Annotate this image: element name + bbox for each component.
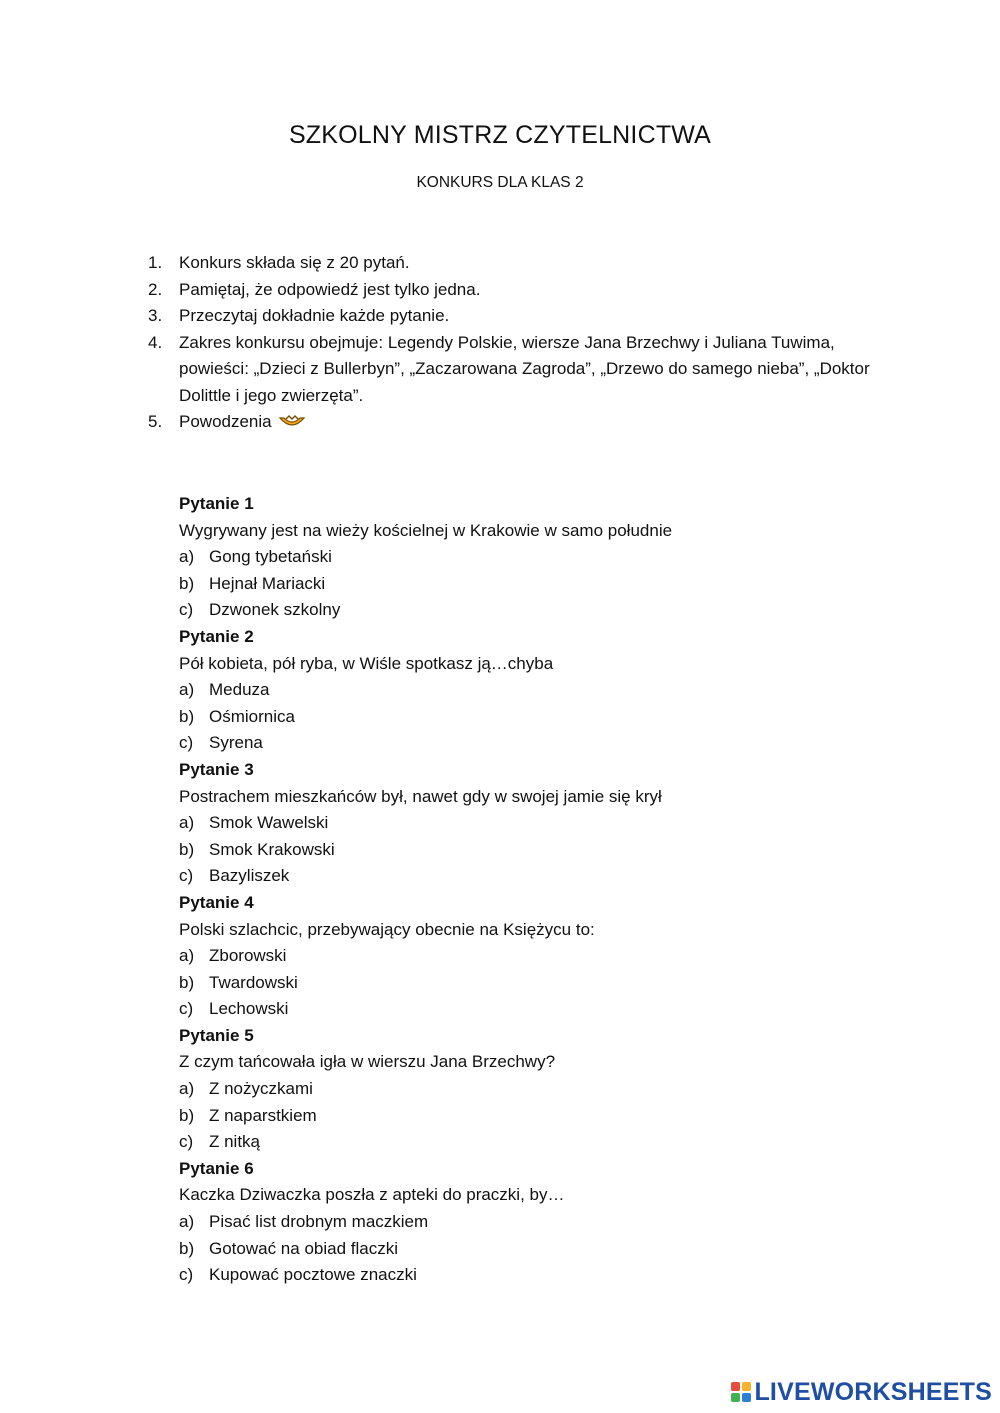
question-title: Pytanie 2 xyxy=(179,626,254,646)
liveworksheets-logo[interactable] xyxy=(731,1379,992,1405)
rules-list xyxy=(148,250,908,439)
option-letter: b) xyxy=(179,972,195,992)
option-text: Syrena xyxy=(209,733,263,753)
option-letter: c) xyxy=(179,600,194,620)
question-block xyxy=(179,1023,899,1156)
rule-text-content: Konkurs składa się z 20 pytań. xyxy=(179,253,410,272)
logo-grid-icon xyxy=(731,1382,751,1402)
question-text: Polski szlachcic, przebywający obecnie na Księżycu to: xyxy=(179,919,595,939)
option-letter: a) xyxy=(179,547,195,567)
rule-item xyxy=(148,303,908,330)
answer-option[interactable] xyxy=(179,970,899,997)
rule-number: 4. xyxy=(148,332,163,352)
logo-square xyxy=(731,1382,740,1391)
answer-option[interactable] xyxy=(179,996,899,1023)
rule-item xyxy=(148,409,908,439)
option-letter: b) xyxy=(179,839,195,859)
question-title: Pytanie 6 xyxy=(179,1158,254,1178)
answer-option[interactable] xyxy=(179,810,899,837)
rule-number: 1. xyxy=(148,253,163,272)
rule-item xyxy=(148,277,908,304)
question-text: Pół kobieta, pół ryba, w Wiśle spotkasz ją…chyba xyxy=(179,653,554,673)
question-title: Pytanie 5 xyxy=(179,1025,254,1045)
logo-square xyxy=(742,1393,751,1402)
rule-text-content: Pamiętaj, że odpowiedź jest tylko jedna. xyxy=(179,279,481,299)
option-text: Lechowski xyxy=(209,999,289,1019)
option-letter: c) xyxy=(179,1132,194,1152)
option-letter: a) xyxy=(179,813,195,833)
option-text: Z nożyczkami xyxy=(209,1079,313,1099)
answer-option[interactable] xyxy=(179,1129,899,1156)
option-text: Kupować pocztowe znaczki xyxy=(209,1265,417,1285)
question-title: Pytanie 4 xyxy=(179,892,254,912)
question-text: Kaczka Dziwaczka poszła z apteki do praczki, by… xyxy=(179,1185,565,1205)
question-block xyxy=(179,624,899,757)
option-letter: c) xyxy=(179,866,194,886)
rule-text-content: Powodzenia xyxy=(179,412,272,431)
option-text: Smok Wawelski xyxy=(209,813,329,833)
option-text: Zborowski xyxy=(209,946,287,966)
answer-option[interactable] xyxy=(179,1103,899,1130)
option-text: Gotować na obiad flaczki xyxy=(209,1238,398,1258)
question-text: Postrachem mieszkańców był, nawet gdy w swojej jamie się krył xyxy=(179,786,662,806)
option-letter: a) xyxy=(179,946,195,966)
option-text: Twardowski xyxy=(209,972,298,992)
rule-text xyxy=(179,250,908,277)
page-subtitle: KONKURS DLA KLAS 2 xyxy=(416,174,584,191)
question-text: Z czym tańcowała igła w wierszu Jana Brzechwy? xyxy=(179,1052,556,1072)
rule-text xyxy=(179,409,908,439)
rule-item xyxy=(148,330,908,410)
option-text: Hejnał Mariacki xyxy=(209,573,326,593)
answer-option[interactable] xyxy=(179,730,899,757)
question-block xyxy=(179,491,899,624)
question-block xyxy=(179,1156,899,1289)
rule-text-content: Zakres konkursu obejmuje: Legendy Polskie, wiersze Jana Brzechwy i Juliana Tuwima, powieści: „Dzieci z Bullerbyn”, „Zaczarowana Zagroda”, „Drzewo do samego nieba”, „Doktor Dolittle i jego zwierzęta”. xyxy=(179,332,870,405)
questions-section xyxy=(179,491,899,1289)
question-title: Pytanie 1 xyxy=(179,494,254,513)
answer-option[interactable] xyxy=(179,1076,899,1103)
question-title: Pytanie 3 xyxy=(179,759,254,779)
answer-option[interactable] xyxy=(179,1262,899,1289)
option-letter: c) xyxy=(179,1265,194,1285)
answer-option[interactable] xyxy=(179,863,899,890)
option-text: Pisać list drobnym maczkiem xyxy=(209,1212,429,1232)
answer-option[interactable] xyxy=(179,837,899,864)
answer-option[interactable] xyxy=(179,1236,899,1263)
option-letter: b) xyxy=(179,706,195,726)
rule-text xyxy=(179,277,908,304)
rule-text xyxy=(179,303,908,330)
option-text: Z naparstkiem xyxy=(209,1105,317,1125)
question-text: Wygrywany jest na wieży kościelnej w Krakowie w samo południe xyxy=(179,520,673,540)
option-letter: b) xyxy=(179,573,195,593)
smiley-icon xyxy=(278,412,306,439)
rule-number: 2. xyxy=(148,279,163,299)
answer-option[interactable] xyxy=(179,677,899,704)
option-text: Bazyliszek xyxy=(209,866,290,886)
option-letter: c) xyxy=(179,999,194,1019)
option-text: Smok Krakowski xyxy=(209,839,335,859)
answer-option[interactable] xyxy=(179,544,899,571)
option-letter: b) xyxy=(179,1105,195,1125)
option-letter: a) xyxy=(179,680,195,700)
answer-option[interactable] xyxy=(179,597,899,624)
option-text: Gong tybetański xyxy=(209,547,332,567)
option-text: Ośmiornica xyxy=(209,706,295,726)
rule-text-content: Przeczytaj dokładnie każde pytanie. xyxy=(179,306,450,325)
question-block xyxy=(179,890,899,1023)
logo-square xyxy=(731,1393,740,1402)
option-text: Meduza xyxy=(209,680,270,700)
answer-option[interactable] xyxy=(179,1209,899,1236)
option-text: Z nitką xyxy=(209,1132,261,1152)
logo-square xyxy=(742,1382,751,1391)
option-letter: b) xyxy=(179,1238,195,1258)
answer-option[interactable] xyxy=(179,571,899,598)
option-letter: a) xyxy=(179,1079,195,1099)
option-letter: a) xyxy=(179,1212,195,1232)
option-letter: c) xyxy=(179,733,194,753)
rule-number: 5. xyxy=(148,412,163,431)
page-title: SZKOLNY MISTRZ CZYTELNICTWA xyxy=(288,121,712,149)
question-block xyxy=(179,757,899,890)
answer-option[interactable] xyxy=(179,704,899,731)
logo-text: LIVEWORKSHEETS xyxy=(754,1377,992,1406)
rule-item xyxy=(148,250,908,277)
rule-number: 3. xyxy=(148,306,163,325)
option-text: Dzwonek szkolny xyxy=(209,600,341,620)
answer-option[interactable] xyxy=(179,943,899,970)
rule-text xyxy=(179,330,908,410)
